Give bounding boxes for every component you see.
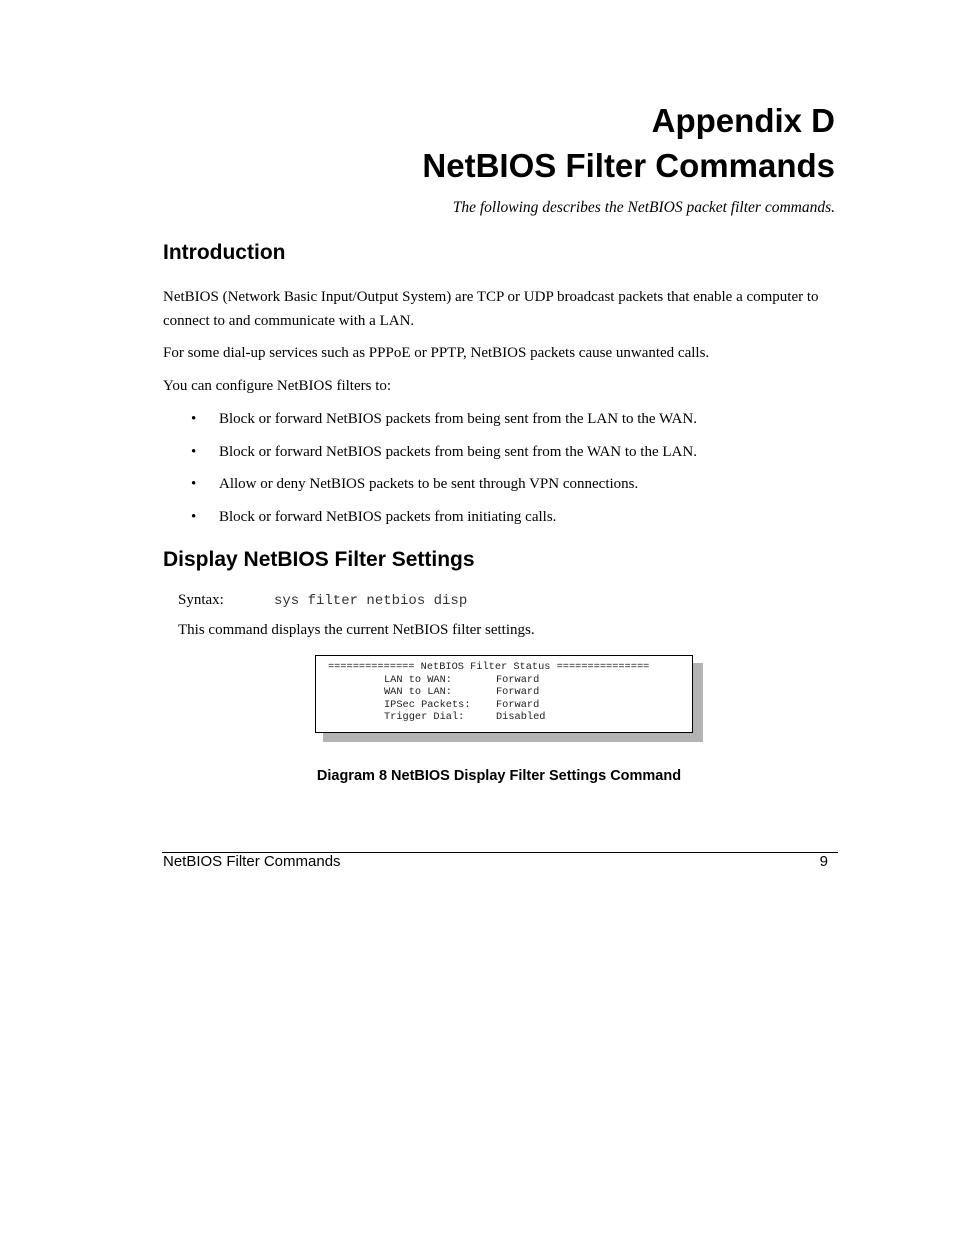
intro-paragraph-1: NetBIOS (Network Basic Input/Output System) are TCP or UDP broadcast packets that enable a computer to connect to and communicate with a LAN. xyxy=(163,289,819,329)
command-description: This command displays the current NetBIOS filter settings. xyxy=(178,622,535,638)
list-item: • Block or forward NetBIOS packets from initiating calls. xyxy=(163,505,843,538)
syntax-command: sys filter netbios disp xyxy=(274,593,468,609)
diagram-caption: Diagram 8 NetBIOS Display Filter Settings Command xyxy=(316,768,682,784)
introduction-heading: Introduction xyxy=(163,241,286,264)
list-item: • Block or forward NetBIOS packets from being sent from the WAN to the LAN. xyxy=(163,440,843,473)
code-output-box xyxy=(315,655,693,733)
chapter-name: NetBIOS Filter Commands xyxy=(422,147,835,184)
bullet-icon: • xyxy=(191,411,197,427)
intro-paragraph-2: For some dial-up services such as PPPoE or PPTP, NetBIOS packets cause unwanted calls. xyxy=(163,345,710,361)
appendix-label: Appendix D xyxy=(651,102,835,139)
chapter-title xyxy=(422,98,835,188)
page-number: 9 xyxy=(819,853,828,870)
footer-title: NetBIOS Filter Commands xyxy=(163,853,341,870)
display-settings-heading: Display NetBIOS Filter Settings xyxy=(163,548,475,571)
bullet-icon: • xyxy=(191,476,197,493)
code-header: ============== NetBIOS Filter Status =============== xyxy=(328,661,650,673)
list-item: • Block or forward NetBIOS packets from being sent from the LAN to the WAN. xyxy=(163,407,843,440)
bullet-icon: • xyxy=(191,443,197,460)
list-item: • Allow or deny NetBIOS packets to be sent through VPN connections. xyxy=(163,472,843,505)
code-row: Trigger Dial: Disabled xyxy=(384,711,546,724)
intro-paragraph-3: You can configure NetBIOS filters to: xyxy=(163,378,392,394)
filter-options-list xyxy=(163,407,843,538)
code-row: LAN to WAN: Forward xyxy=(384,673,540,686)
syntax-row xyxy=(178,592,467,609)
code-row: IPSec Packets: Forward xyxy=(384,698,540,711)
bullet-icon: • xyxy=(191,509,197,526)
syntax-label: Syntax: xyxy=(178,592,224,608)
chapter-subtitle: The following describes the NetBIOS packet filter commands. xyxy=(452,199,835,216)
code-row: WAN to LAN: Forward xyxy=(384,686,540,699)
